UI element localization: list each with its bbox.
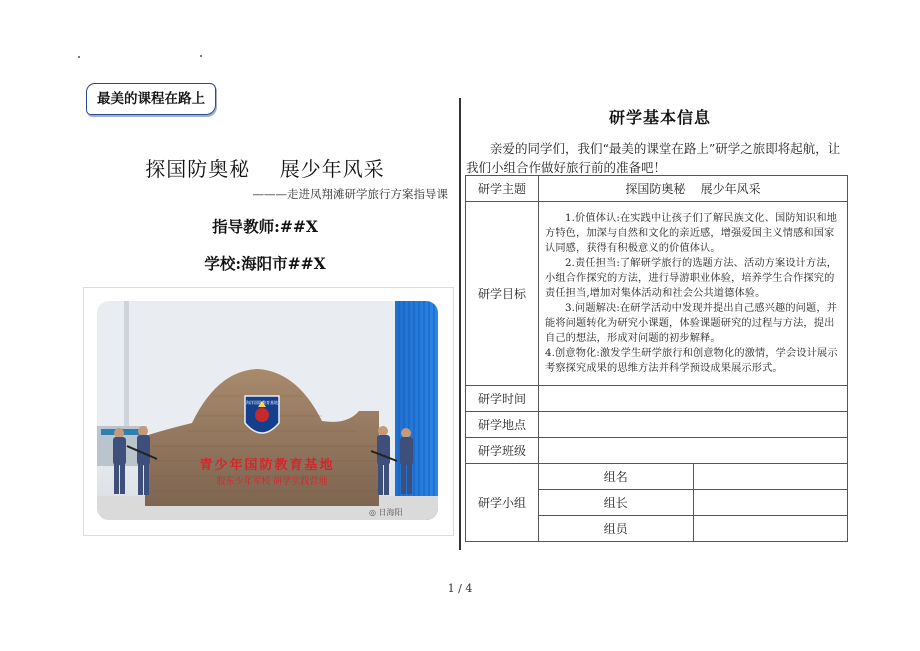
base-gate-photo <box>97 301 438 520</box>
group-name-label: 组名 <box>539 464 694 490</box>
place-field[interactable] <box>539 412 848 438</box>
group-members-label: 组员 <box>539 516 694 542</box>
group-members-field[interactable] <box>693 516 848 542</box>
goal-label: 研学目标 <box>466 202 539 386</box>
sign-line-2: 胶东少年军校 研学实践营地 <box>216 477 328 487</box>
goal-content <box>539 202 848 386</box>
group-name-field[interactable] <box>693 464 848 490</box>
photo-watermark: ◎ 日海阳 <box>369 508 403 517</box>
base-gate-illustration <box>97 301 438 520</box>
course-subtitle: ———走进凤翔滩研学旅行方案指导课 <box>252 187 448 201</box>
course-title: 探国防奥秘 展少年风采 <box>145 157 385 181</box>
goal-item: 3.问题解决:在研学活动中发现并提出自己感兴趣的问题，并能将问题转化为研究小课题，体验课题研究的过程与方法，提出自己的想法，形成对问题的初步解释。 <box>545 303 838 344</box>
group-leader-field[interactable] <box>693 490 848 516</box>
goal-item: 4.创意物化:激发学生研学旅行和创意物化的激情，学会设计展示考察探究成果的思维方法并科学预设成果展示形式。 <box>545 348 838 374</box>
class-label: 研学班级 <box>466 438 539 464</box>
info-table <box>465 175 848 542</box>
emblem-text: 海洋国防教育基地 <box>246 400 278 405</box>
page-number: 1 / 4 <box>447 582 473 595</box>
time-field[interactable] <box>539 386 848 412</box>
teacher-line: 指导教师:##X <box>212 217 318 236</box>
column-divider <box>459 98 461 550</box>
stray-dot <box>200 55 202 57</box>
theme-value: 探国防奥秘 展少年风采 <box>539 176 848 202</box>
goal-item: 2.责任担当:了解研学旅行的选题方法、活动方案设计方法，小组合作探究的方法，进行导游职业体验，培养学生合作探究的责任担当,增加对集体活动和社会公共道德体验。 <box>545 258 838 299</box>
place-label: 研学地点 <box>466 412 539 438</box>
goal-item: 1.价值体认:在实践中让孩子们了解民族文化、国防知识和地方特色，加深与自然和文化的亲近感，增强爱国主义情感和国家认同感，获得有积极意义的价值体认。 <box>545 213 838 254</box>
sign-line-1: 青少年国防教育基地 <box>199 458 335 473</box>
info-intro: 亲爱的同学们，我们“最美的课堂在路上”研学之旅即将起航，让我们小组合作做好旅行前的准备吧！ <box>466 141 841 175</box>
group-label: 研学小组 <box>466 464 539 542</box>
group-leader-label: 组长 <box>539 490 694 516</box>
theme-label: 研学主题 <box>466 176 539 202</box>
course-tag: 最美的课程在路上 <box>86 83 216 115</box>
school-line: 学校:海阳市##X <box>204 254 326 273</box>
navy-emblem <box>245 396 279 433</box>
stray-dot <box>78 56 80 58</box>
class-field[interactable] <box>539 438 848 464</box>
info-title: 研学基本信息 <box>608 108 711 127</box>
time-label: 研学时间 <box>466 386 539 412</box>
